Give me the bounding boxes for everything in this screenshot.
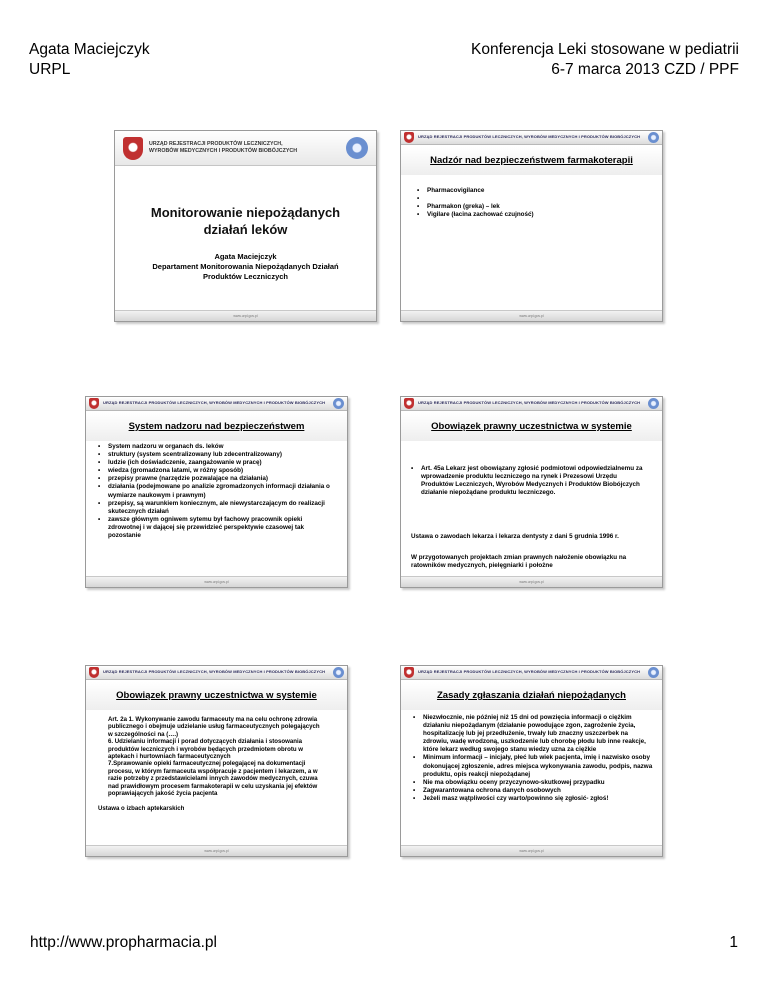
bullet-list bbox=[415, 187, 648, 219]
author-name: Agata Maciejczyk bbox=[29, 41, 150, 58]
slide-title: Monitorowanie niepożądanych działań leków bbox=[150, 205, 341, 237]
institution-name: URZĄD REJESTRACJI PRODUKTÓW LECZNICZYCH, WYROBÓW MEDYCZNYCH I PRODUKTÓW BIOBÓJCZYCH bbox=[149, 141, 298, 154]
eagle-emblem-icon bbox=[404, 667, 414, 678]
list-item: • działania (podejmowane po analizie zgromadzonych informacji działania o wymiarze naukowym i prawnym) bbox=[96, 483, 337, 499]
slide-5 bbox=[85, 665, 348, 857]
list-item: • System nadzoru w organach ds. leków bbox=[96, 443, 337, 451]
urpl-logo-icon bbox=[333, 398, 344, 409]
bullet-list bbox=[411, 714, 654, 803]
eagle-emblem-icon bbox=[404, 132, 414, 143]
list-item: • wiedza (gromadzona latami, w różny sposób) bbox=[96, 467, 337, 475]
slide-banner: URZĄD REJESTRACJI PRODUKTÓW LECZNICZYCH, WYROBÓW MEDYCZNYCH I PRODUKTÓW BIOBÓJCZYCH bbox=[401, 131, 662, 145]
handout-header-right bbox=[471, 40, 739, 80]
list-item: • Minimum informacji – inicjały, płeć lub wiek pacjenta, imię i nazwisko osoby dokonującej zgłoszenie, adres miejsca wykonywania zawodu, podpis, nazwa produktu, opis reakcji niepożądanej bbox=[411, 754, 654, 778]
urpl-logo-icon bbox=[346, 137, 368, 159]
list-item: • Nie ma obowiązku oceny przyczynowo-skutkowej przypadku bbox=[411, 779, 654, 787]
legal-reference: Ustawa o izbach aptekarskich bbox=[98, 805, 185, 812]
urpl-logo-icon bbox=[648, 132, 659, 143]
slide-author: Agata Maciejczyk Departament Monitorowania Niepożądanych Działań Produktów Leczniczych bbox=[152, 252, 339, 281]
slide-footer: www.urpl.gov.pl bbox=[86, 576, 347, 587]
list-item: • Zagwarantowana ochrona danych osobowych bbox=[411, 787, 654, 795]
slide-title: Zasady zgłaszania działań niepożądanych bbox=[436, 690, 626, 701]
list-item: • przepisy prawne (narzędzie pozwalające na działania) bbox=[96, 475, 337, 483]
slide-title: Obowiązek prawny uczestnictwa w systemie bbox=[116, 690, 317, 701]
handout-header-left bbox=[29, 40, 150, 80]
slide-title: Obowiązek prawny uczestnictwa w systemie bbox=[431, 421, 632, 432]
conference-name: Konferencja Leki stosowane w pediatrii bbox=[471, 41, 739, 58]
eagle-emblem-icon bbox=[123, 137, 143, 160]
slide-3 bbox=[85, 396, 348, 588]
slide-footer: www.urpl.gov.pl bbox=[86, 845, 347, 856]
slide-banner: URZĄD REJESTRACJI PRODUKTÓW LECZNICZYCH, WYROBÓW MEDYCZNYCH I PRODUKTÓW BIOBÓJCZYCH bbox=[401, 666, 662, 680]
list-item: • Vigilare (łacina zachować czujność) bbox=[415, 211, 648, 219]
list-item: • Pharmacovigilance bbox=[415, 187, 648, 195]
slide-footer: www.urpl.gov.pl bbox=[401, 845, 662, 856]
list-item: • Art. 45a Lekarz jest obowiązany zgłosić podmiotowi odpowiedzialnemu za wprowadzenie produktu leczniczego na rynek i Prezesowi Urzędu Produktów Leczniczych, Wyrobów Medycznych i Produktów Biobójczych działanie niepożądane produktu leczniczego. bbox=[409, 465, 650, 497]
list-item: • Niezwłocznie, nie później niż 15 dni od powzięcia informacji o ciężkim działaniu niepożądanym (działanie powodujące zgon, zagrożenie życia, hospitalizację lub jej przedłużenie, trwały lub znaczny uszczerbek na zdrowiu, wadę wrodzoną, uszkodzenie lub chorobę płodu lub inne reakcje, które lekarz według swojego stanu wiedzy uzna za ciężkie bbox=[411, 714, 654, 754]
slide-title: System nadzoru nad bezpieczeństwem bbox=[128, 421, 305, 432]
slide-header bbox=[115, 131, 376, 166]
slide-4 bbox=[400, 396, 663, 588]
footer-url: http://www.propharmacia.pl bbox=[30, 934, 217, 951]
list-item: • ludzie (ich doświadczenie, zaangażowanie w pracę) bbox=[96, 459, 337, 467]
slide-banner: URZĄD REJESTRACJI PRODUKTÓW LECZNICZYCH, WYROBÓW MEDYCZNYCH I PRODUKTÓW BIOBÓJCZYCH bbox=[86, 666, 347, 680]
slide-banner: URZĄD REJESTRACJI PRODUKTÓW LECZNICZYCH, WYROBÓW MEDYCZNYCH I PRODUKTÓW BIOBÓJCZYCH bbox=[401, 397, 662, 411]
author-institution: URPL bbox=[29, 61, 71, 78]
bullet-list bbox=[96, 443, 337, 540]
eagle-emblem-icon bbox=[89, 398, 99, 409]
slide-2 bbox=[400, 130, 663, 322]
urpl-logo-icon bbox=[333, 667, 344, 678]
legal-reference: Ustawa o zawodach lekarza i lekarza dentysty z dani 5 grudnia 1996 r. bbox=[411, 533, 619, 540]
list-item: • Pharmakon (greka) – lek bbox=[415, 203, 648, 211]
list-item: • zawsze głównym ogniwem sytemu był fachowy pracownik opieki zdrowotnej i w dającej się przewidzieć perspektywie czasowej tak pozostanie bbox=[96, 516, 337, 540]
slide-1 bbox=[114, 130, 377, 322]
slide-footer: www.urpl.gov.pl bbox=[115, 310, 376, 321]
urpl-logo-icon bbox=[648, 398, 659, 409]
list-item: • struktury (system scentralizowany lub zdecentralizowany) bbox=[96, 451, 337, 459]
urpl-logo-icon bbox=[648, 667, 659, 678]
slide-title: Nadzór nad bezpieczeństwem farmakoterapii bbox=[430, 155, 633, 166]
legal-note: W przygotowanych projektach zmian prawnych nałożenie obowiązku na ratowników medycznych, pielęgniarki i położne bbox=[411, 554, 627, 570]
slide-6 bbox=[400, 665, 663, 857]
eagle-emblem-icon bbox=[404, 398, 414, 409]
slide-footer: www.urpl.gov.pl bbox=[401, 310, 662, 321]
conference-date: 6-7 marca 2013 CZD / PPF bbox=[551, 61, 739, 78]
list-item: • przepisy, są warunkiem koniecznym, ale niewystarczającym do realizacji skutecznych działań bbox=[96, 500, 337, 516]
page-number: 1 bbox=[729, 934, 738, 951]
list-item: • Jeżeli masz wątpliwości czy warto/powinno się zgłosić- zgłoś! bbox=[411, 795, 654, 803]
slide-banner: URZĄD REJESTRACJI PRODUKTÓW LECZNICZYCH, WYROBÓW MEDYCZNYCH I PRODUKTÓW BIOBÓJCZYCH bbox=[86, 397, 347, 411]
slide-footer: www.urpl.gov.pl bbox=[401, 576, 662, 587]
bullet-list bbox=[409, 465, 650, 497]
eagle-emblem-icon bbox=[89, 667, 99, 678]
article-text: Art. 2a 1. Wykonywanie zawodu farmaceuty ma na celu ochronę zdrowia publicznego i obejmuje udzielanie usług farmaceutycznych polegających w szczególności na (….) 6. Udzielaniu informacji i porad dotyczących działania i stosowania produktów leczniczych i wyrobów będących przedmiotem obrotu w aptekach i hurtowniach farmaceutycznych 7.Sprawowanie opieki farmaceutycznej polegającej na dokumentacji procesu, w którym farmaceuta współpracuje z pacjentem i lekarzem, a w razie potrzeby z przedstawicielami innych zawodów medycznych, czuwa nad prawidłowym procesem farmakoterapii w celu uzyskania jej efektów poprawiających jakość życia pacjenta bbox=[108, 716, 320, 798]
